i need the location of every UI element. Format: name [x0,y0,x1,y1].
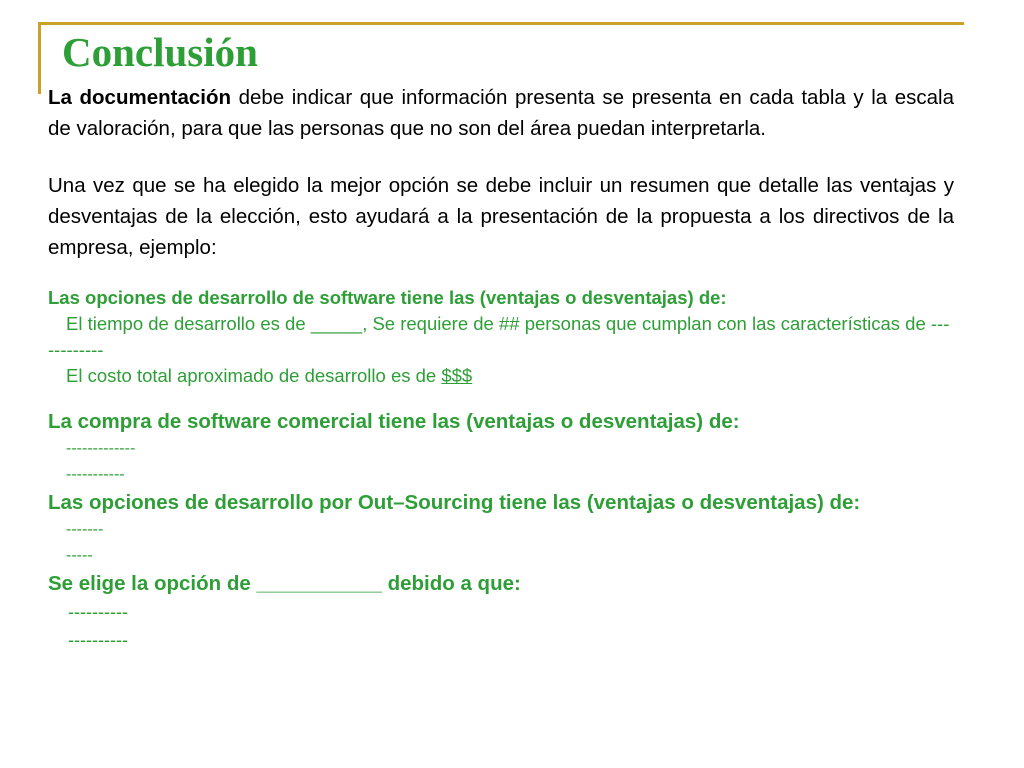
section-choice-heading: Se elige la opción de ___________ debido a que: [48,572,521,595]
paragraph-documentation [48,82,954,144]
section-choice-dash-1: ---------- [68,602,128,622]
spacer [48,389,954,407]
section-commercial-software-dash-1: ------------- [66,440,136,457]
section-software-development-heading: Las opciones de desarrollo de software tiene las (ventajas o desventajas) de: [48,287,727,308]
frame-top-line [38,22,964,25]
section-outsourcing-dash-1: ------- [66,521,104,538]
section-outsourcing-dash-2: ----- [66,547,93,564]
section-outsourcing-heading: Las opciones de desarrollo por Out–Sourcing tiene las (ventajas o desventajas) de: [48,491,861,514]
slide-title: Conclusión [62,29,258,75]
section-commercial-software-heading: La compra de software comercial tiene las (ventajas o desventajas) de: [48,410,740,433]
paragraph-summary: Una vez que se ha elegido la mejor opción se debe incluir un resumen que detalle las ventajas y desventajas de la elección, esto ayudará a la presentación de la propuesta a los directivos de la empresa, ejemplo: [48,174,954,259]
paragraph-lead: La documentación [48,86,231,109]
cost-text: El costo total aproximado de desarrollo es de [66,365,442,386]
section-commercial-software-dash-2: ----------- [66,466,125,483]
frame-left-line [38,22,41,94]
cost-amount-link[interactable]: $$$ [441,365,473,386]
paragraph-rest: debe indicar que información presenta se presenta en cada tabla y la escala de valoración, para que las personas que no son del área puedan interpretarla. [48,86,955,140]
slide-body [48,82,954,654]
section-software-development-item-cost [48,363,954,389]
section-software-development-item-time: El tiempo de desarrollo es de _____, Se requiere de ## personas que cumplan con las características de ------------ [48,313,950,360]
section-choice-dash-2: ---------- [68,630,128,650]
